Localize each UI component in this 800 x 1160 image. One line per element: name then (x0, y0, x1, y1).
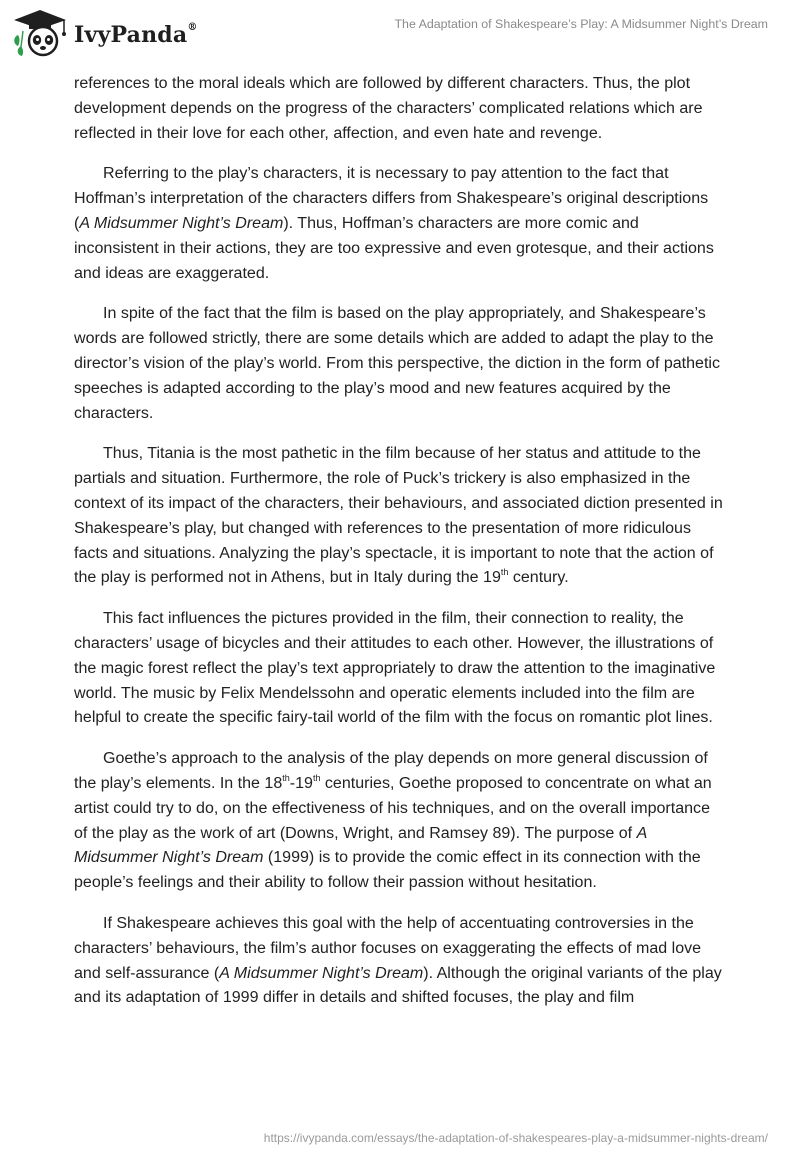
ivypanda-logo[interactable] (12, 9, 198, 57)
text-run: (1999) is to provide the comic effect in its connection with the people’s feelings and their ability to follow their passion without hesitation. (74, 848, 701, 892)
text-run: ). Thus, Hoffman’s characters are more comic and inconsistent in their actions, they are too expressive and even grotesque, and their actions and ideas are exaggerated. (74, 213, 714, 282)
text-run: -19 (289, 773, 313, 792)
text-run: references to the moral ideals which are followed by different characters. Thus, the plot development depends on the progress of the characters’ complicated relations which are reflected in their love for each other, affection, and even hate and revenge. (74, 74, 703, 142)
italic-title: A Midsummer Night’s Dream (74, 823, 647, 867)
paragraph (74, 746, 726, 895)
panda-mascot-icon (12, 9, 68, 57)
text-run: Referring to the play’s characters, it is necessary to pay attention to the fact that Hoffman’s interpretation of the characters differs from Shakespeare’s original descriptions ( (74, 164, 709, 232)
text-run: This fact influences the pictures provided in the film, their connection to reality, the characters’ usage of bicycles and their attitudes to each other. However, the illustrations of the magic forest reflect the play’s text appropriately to draw the attention to the imaginative world. The music by Felix Mendelssohn and operatic elements included into the film are helpful to create the specific fairy-tail world of the film with the focus on romantic plot lines. (74, 609, 716, 727)
paragraph (74, 441, 726, 590)
page-header (0, 0, 800, 68)
paragraph (74, 911, 726, 1010)
paragraph (74, 71, 726, 145)
italic-title: A Midsummer Night’s Dream (79, 213, 284, 232)
text-run: In spite of the fact that the film is based on the play appropriately, and Shakespeare’s words are followed strictly, there are some details which are added to adapt the play to the director’s vision of the play’s world. From this perspective, the diction in the form of pathetic speeches is adapted according to the play’s mood and new features acquired by the characters. (74, 304, 721, 422)
source-url[interactable]: https://ivypanda.com/essays/the-adaptation-of-shakespeares-play-a-midsummer-nights-dream/ (263, 1131, 768, 1145)
superscript: th (500, 567, 509, 578)
text-run: centuries, Goethe proposed to concentrate on what an artist could try to do, on the effectiveness of his techniques, and on the overall importance of the play as the work of art (Downs, Wright, and Ramsey 89). The purpose of (74, 773, 712, 842)
text-run: century. (508, 568, 569, 587)
registered-mark: ® (187, 21, 198, 33)
document-title: The Adaptation of Shakespeare’s Play: A Midsummer Night’s Dream (394, 17, 768, 31)
brand-name (74, 22, 198, 48)
paragraph (74, 606, 726, 730)
text-run: If Shakespeare achieves this goal with the help of accentuating controversies in the characters’ behaviours, the film’s author focuses on exaggerating the effects of mad love and self-assurance ( (74, 913, 702, 982)
superscript: th (282, 772, 290, 783)
text-run: Goethe’s approach to the analysis of the play depends on more general discussion of the play’s elements. In the 18 (74, 749, 708, 792)
brand-text: IvyPanda (74, 22, 188, 48)
paragraph (74, 161, 726, 285)
superscript: th (312, 772, 321, 783)
paragraph (74, 301, 726, 425)
text-run: Thus, Titania is the most pathetic in the film because of her status and attitude to the partials and situation. Furthermore, the role of Puck’s trickery is also emphasized in the context of its impact of the characters, their behaviours, and associated diction presented in Shakespeare’s play, but changed with references to the presentation of more ridiculous facts and situations. Analyzing the play’s spectacle, it is important to note that the action of the play is performed not in Athens, but in Italy during the 19 (74, 444, 723, 587)
text-run: ). Although the original variants of the play and its adaptation of 1999 differ in details and shifted focuses, the play and film (74, 963, 722, 1007)
italic-title: A Midsummer Night’s Dream (219, 963, 424, 982)
essay-body (74, 71, 726, 1026)
